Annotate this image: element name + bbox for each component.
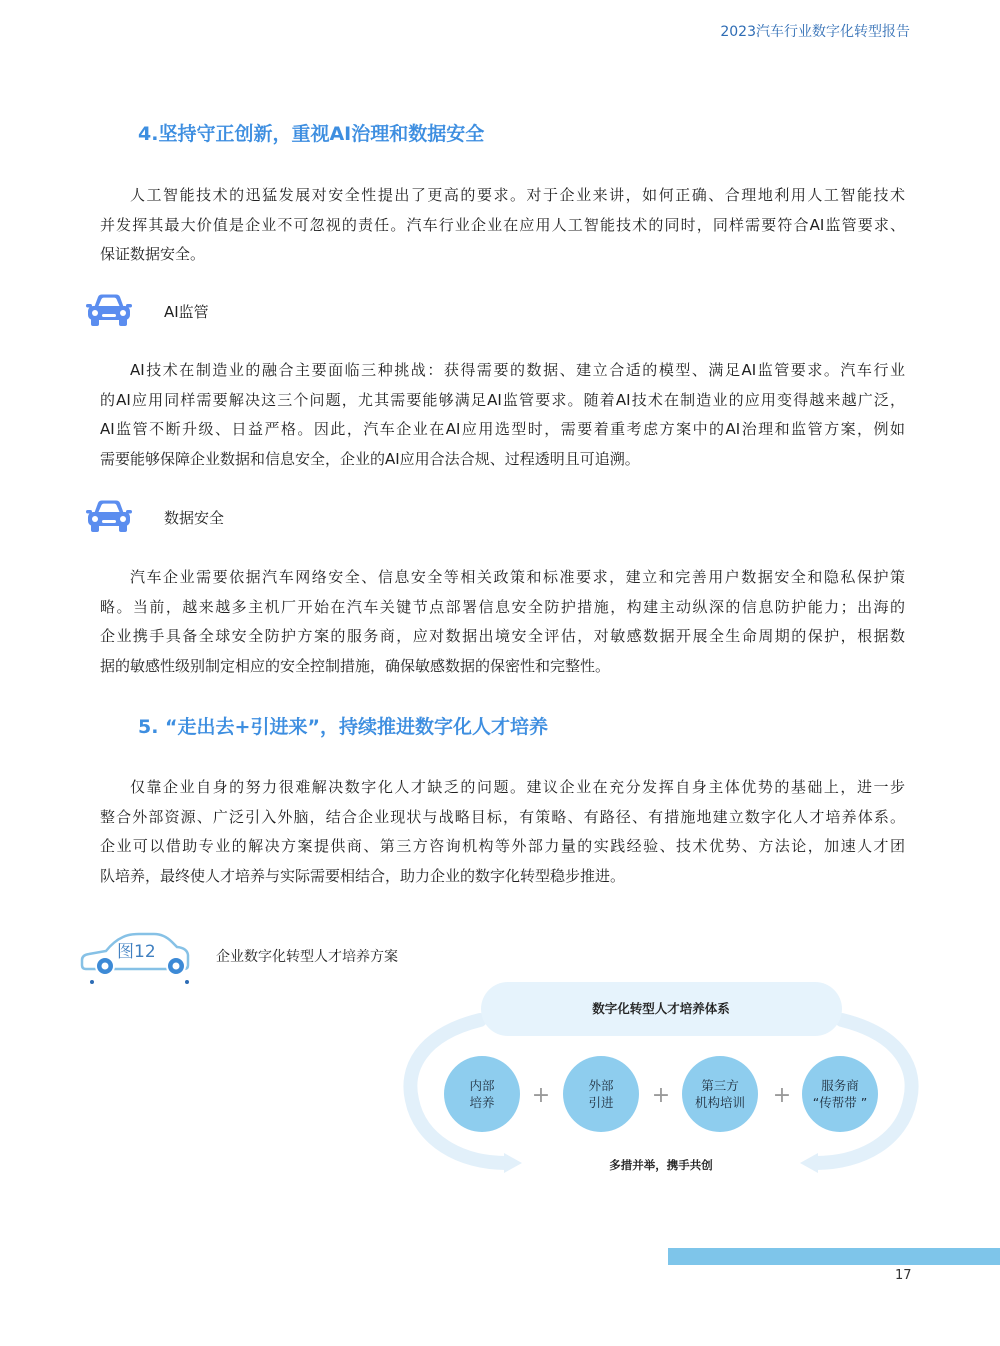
- talent-system-diagram: [390, 970, 930, 1190]
- diagram-title: 数字化转型人才培养体系: [592, 1001, 730, 1016]
- figure-number: 图12: [117, 942, 156, 962]
- figure-car-badge-icon: [80, 930, 192, 990]
- figure-caption: 企业数字化转型人才培养方案: [216, 949, 398, 965]
- plus-connector: +: [772, 1083, 792, 1108]
- paragraph-line: AI技术在制造业的融合主要面临三种挑战：获得需要的数据、建立合适的模型、满足AI监管要求。汽车行业: [130, 361, 905, 379]
- paragraph-line: AI监管不断升级、日益严格。因此，汽车企业在AI应用选型时，需要着重考虑方案中的AI治理和监管方案，例如: [100, 420, 905, 438]
- ai-regulation-paragraph: [100, 356, 905, 474]
- report-title: 2023汽车行业数字化转型报告: [720, 24, 910, 40]
- node-label: 机构培训: [694, 1095, 746, 1110]
- paragraph-line: 并发挥其最大价值是企业不可忽视的责任。汽车行业企业在应用人工智能技术的同时，同样需要符合AI监管要求、: [100, 215, 905, 234]
- subsection-title-ai-regulation: AI监管: [164, 303, 209, 321]
- data-security-paragraph: [100, 563, 905, 681]
- section-5-heading: 5. “走出去+引进来”，持续推进数字化人才培养: [138, 716, 548, 738]
- node-label: 服务商: [821, 1078, 859, 1093]
- paragraph-line: 汽车企业需要依据汽车网络安全、信息安全等相关政策和标准要求，建立和完善用户数据安全和隐私保护策: [130, 568, 905, 586]
- diagram-footer: 多措并举，携手共创: [609, 1158, 713, 1172]
- node-label: “传帮带 ”: [812, 1095, 868, 1110]
- car-icon: [86, 293, 132, 327]
- node-label: 第三方: [701, 1078, 739, 1093]
- node-third-party-training: [682, 1056, 758, 1132]
- right-arc-arrowhead: [800, 1153, 818, 1173]
- paragraph-line: 略。当前，越来越多主机厂开始在汽车关键节点部署信息安全防护措施，构建主动纵深的信息防护能力；出海的: [100, 597, 905, 616]
- paragraph-line: 企业携手具备全球安全防护方案的服务商，应对数据出境安全评估，对敏感数据开展全生命周期的保护，根据数: [100, 627, 905, 645]
- paragraph-line: 仅靠企业自身的努力很难解决数字化人才缺乏的问题。建议企业在充分发挥自身主体优势的基础上，进一步: [130, 778, 905, 796]
- node-label: 培养: [469, 1095, 495, 1110]
- footer-accent-bar: [668, 1248, 1000, 1265]
- node-label: 引进: [588, 1095, 614, 1110]
- car-icon: [86, 499, 132, 533]
- paragraph-line: 的AI应用同样需要解决这三个问题，尤其需要能够满足AI监管要求。随着AI技术在制造业的应用变得越来越广泛，: [100, 390, 905, 409]
- paragraph-line: 人工智能技术的迅猛发展对安全性提出了更高的要求。对于企业来讲，如何正确、合理地利用人工智能技术: [130, 186, 905, 204]
- paragraph-line: 队培养，最终使人才培养与实际需要相结合，助力企业的数字化转型稳步推进。: [100, 866, 626, 885]
- paragraph-line: 需要能够保障企业数据和信息安全，企业的AI应用合法合规、过程透明且可追溯。: [100, 449, 640, 468]
- section-4-intro-paragraph: [100, 181, 905, 270]
- node-internal-training: [444, 1056, 520, 1132]
- node-label: 外部: [588, 1078, 614, 1093]
- paragraph-line: 据的敏感性级别制定相应的安全控制措施，确保敏感数据的保密性和完整性。: [100, 656, 611, 675]
- plus-connector: +: [651, 1083, 671, 1108]
- page-number: 17: [895, 1268, 912, 1283]
- paragraph-line: 整合外部资源、广泛引入外脑，结合企业现状与战略目标，有策略、有路径、有措施地建立数字化人才培养体系。: [100, 807, 905, 826]
- paragraph-line: 保证数据安全。: [100, 245, 206, 263]
- section-4-heading: 4.坚持守正创新，重视AI治理和数据安全: [138, 123, 485, 145]
- section-5-paragraph: [100, 773, 905, 891]
- node-label: 内部: [469, 1078, 495, 1093]
- paragraph-line: 企业可以借助专业的解决方案提供商、第三方咨询机构等外部力量的实践经验、技术优势、方法论，加速人才团: [100, 837, 905, 855]
- node-external-recruitment: [563, 1056, 639, 1132]
- left-arc-arrowhead: [504, 1153, 522, 1173]
- node-service-provider-mentoring: [802, 1056, 878, 1132]
- plus-connector: +: [531, 1083, 551, 1108]
- subsection-title-data-security: 数据安全: [164, 509, 225, 527]
